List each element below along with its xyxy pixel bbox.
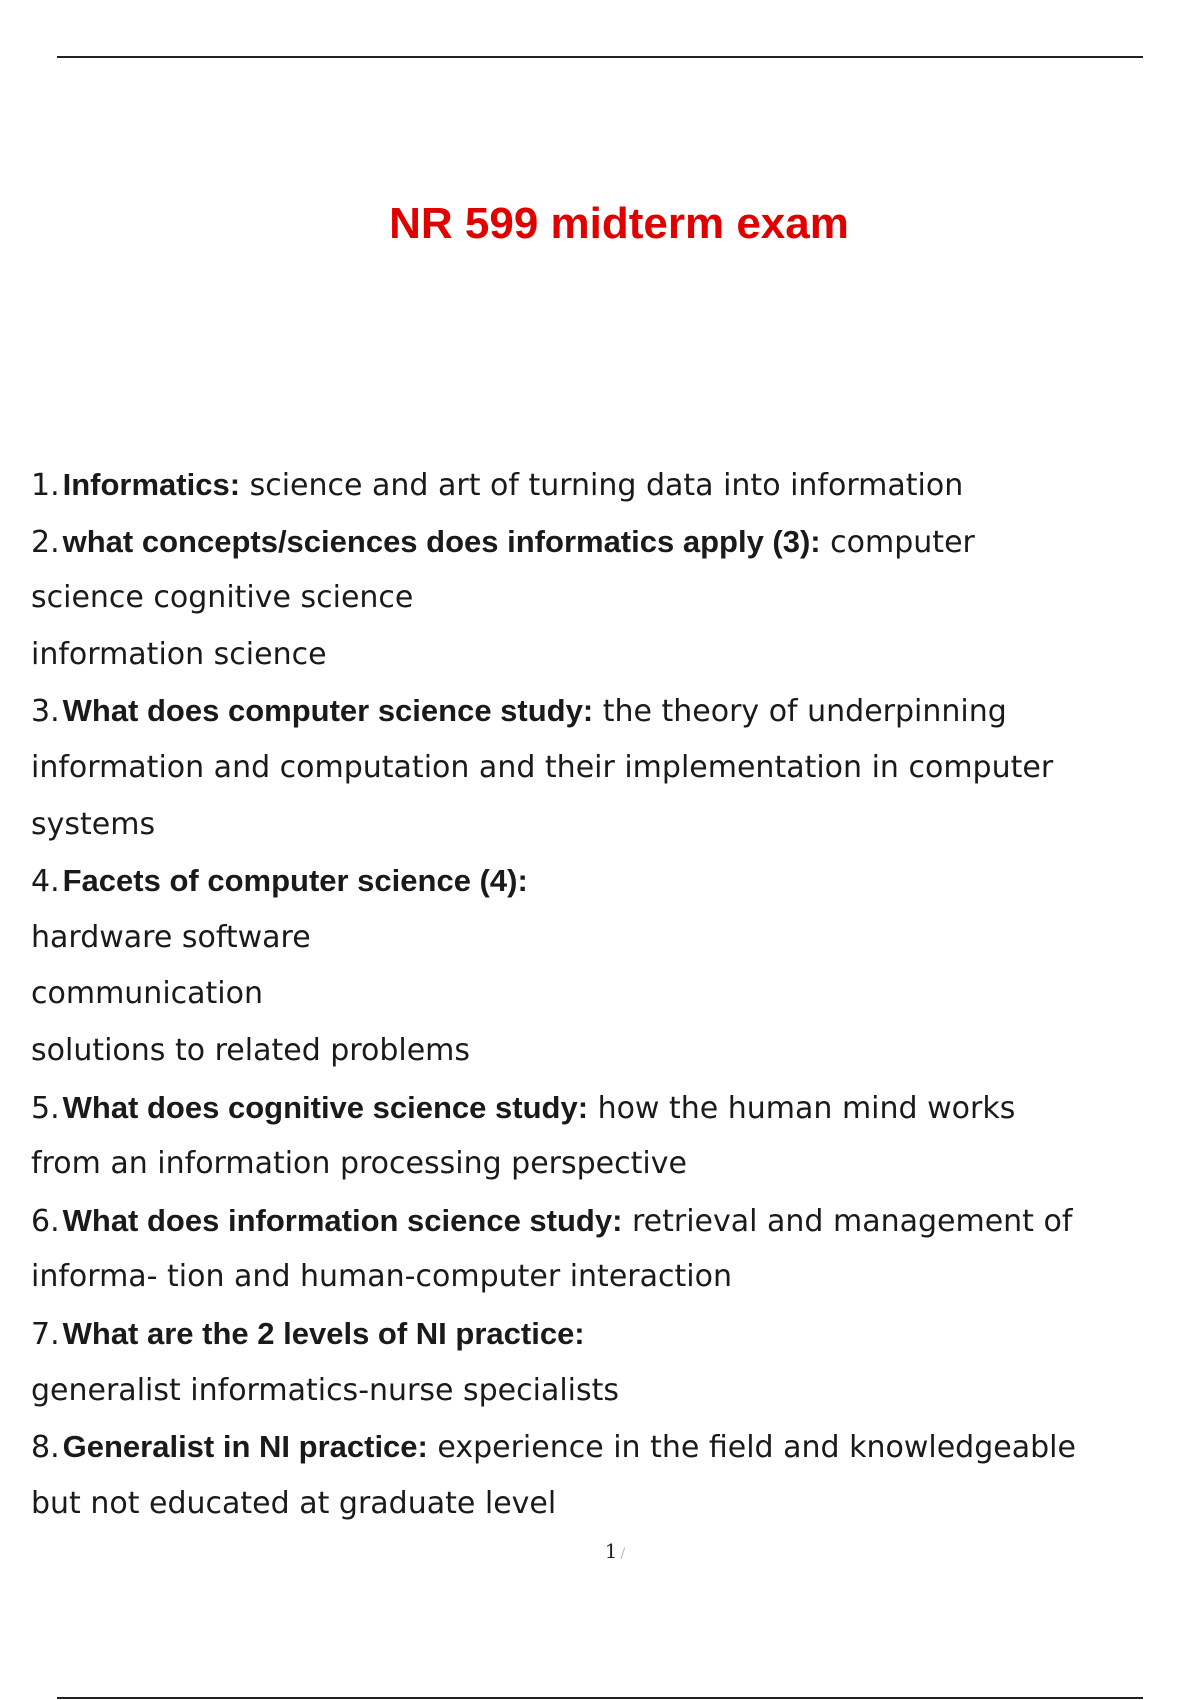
item-number: 1. [31,468,60,503]
list-item [31,1306,1151,1363]
list-item [31,514,1151,571]
item-term: What are the 2 levels of NI practice: [62,1315,585,1351]
item-definition: how the human mind works [588,1090,1016,1126]
item-definition: experience in the field and knowledgeable [427,1430,1076,1466]
document-body [31,457,1151,1532]
page-title: NR 599 midterm exam [389,199,849,248]
item-continuation-line: informa- tion and human-computer interaction [31,1259,732,1295]
item-number: 2. [31,524,60,560]
item-number: 4. [31,864,60,900]
item-definition: science and art of turning data into information [240,468,964,503]
item-term: Facets of computer science (4): [62,863,528,899]
item-continuation-line: from an information processing perspective [31,1146,687,1182]
item-continuation-line: science cognitive science [31,580,414,616]
item-term: What does computer science study: [62,693,594,729]
item-number: 8. [31,1430,60,1466]
list-item [31,1419,1151,1476]
item-number: 6. [31,1203,60,1239]
item-continuation-line: solutions to related problems [31,1032,471,1068]
item-term: What does cognitive science study: [62,1089,589,1125]
list-item [31,1193,1151,1250]
page-number-suffix: / [620,1546,626,1562]
item-definition: computer [820,524,975,560]
item-continuation-line: communication [31,976,264,1012]
item-continuation-line: but not educated at graduate level [31,1485,557,1521]
top-rule [57,56,1143,58]
item-continuation-line: information and computation and their implementation in computer [31,749,1054,785]
list-item [31,683,1151,740]
item-definition: the theory of underpinning [593,694,1007,730]
item-term: What does information science study: [62,1202,623,1238]
list-item [31,853,1151,910]
item-continuation-line: systems [31,806,156,842]
list-item [31,1080,1151,1137]
item-definition: retrieval and management of [622,1203,1073,1239]
page-number [0,1539,1200,1563]
item-term: Generalist in NI practice: [62,1429,428,1465]
page-number-value: 1 [604,1539,618,1563]
bottom-rule [57,1697,1143,1699]
list-item [31,457,1151,514]
item-term: what concepts/sciences does informatics apply (3): [62,523,821,559]
item-continuation-line: information science [31,636,327,672]
item-continuation-line: hardware software [31,919,311,955]
item-term: Informatics: [62,467,241,502]
item-number: 5. [31,1090,60,1126]
item-number: 3. [31,694,60,730]
item-number: 7. [31,1316,60,1352]
item-continuation-line: generalist informatics-nurse specialists [31,1372,620,1408]
